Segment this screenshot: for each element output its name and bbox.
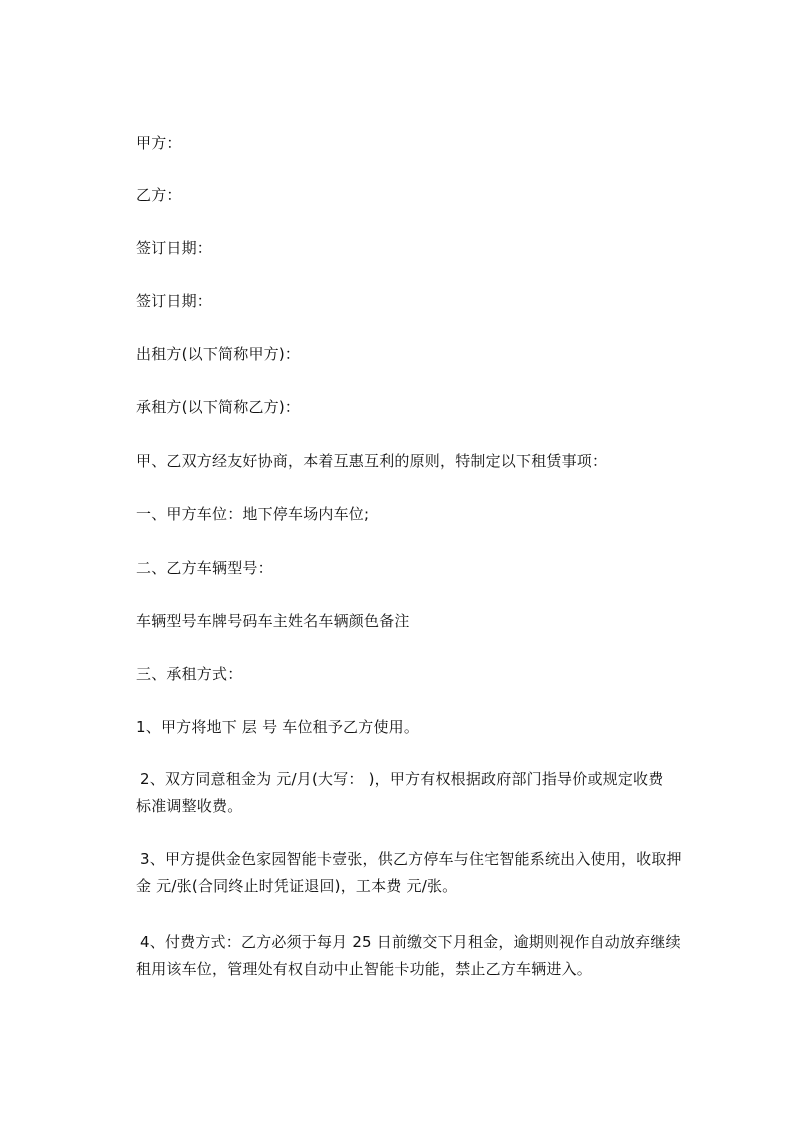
party-a-line: 甲方： [136, 134, 182, 152]
signing-date-line-2: 签订日期： [136, 292, 213, 310]
preamble-line: 甲、乙双方经友好协商，本着互惠互利的原则，特制定以下租赁事项： [136, 452, 608, 470]
clause-three-line-2: 金 元/张(合同终止时凭证退回)，工本费 元/张。 [136, 877, 458, 895]
clause-four-paragraph [136, 929, 681, 983]
clause-three-paragraph [136, 846, 682, 900]
section-three-line: 三、承租方式： [136, 665, 243, 683]
signing-date-line: 签订日期： [136, 239, 213, 257]
section-one-line: 一、甲方车位：地下停车场内车位; [136, 505, 370, 523]
lessee-line: 承租方(以下简称乙方)： [136, 398, 301, 416]
clause-one-line: 1、甲方将地下 层 号 车位租予乙方使用。 [136, 718, 420, 736]
clause-two-line-1: 2、双方同意租金为 元/月(大写： )，甲方有权根据政府部门指导价或规定收费 [140, 770, 664, 788]
vehicle-table-header: 车辆型号车牌号码车主姓名车辆颜色备注 [136, 612, 410, 630]
party-b-line: 乙方： [136, 186, 182, 204]
clause-four-line-2: 租用该车位，管理处有权自动中止智能卡功能，禁止乙方车辆进入。 [136, 960, 593, 978]
lessor-line: 出租方(以下简称甲方)： [136, 345, 301, 363]
section-two-line: 二、乙方车辆型号： [136, 559, 273, 577]
clause-two-paragraph [136, 766, 664, 820]
clause-four-line-1: 4、付费方式：乙方必须于每月 25 日前缴交下月租金，逾期则视作自动放弃继续 [140, 933, 681, 951]
clause-three-line-1: 3、甲方提供金色家园智能卡壹张，供乙方停车与住宅智能系统出入使用，收取押 [140, 850, 682, 868]
clause-two-line-2: 标准调整收费。 [136, 797, 243, 815]
